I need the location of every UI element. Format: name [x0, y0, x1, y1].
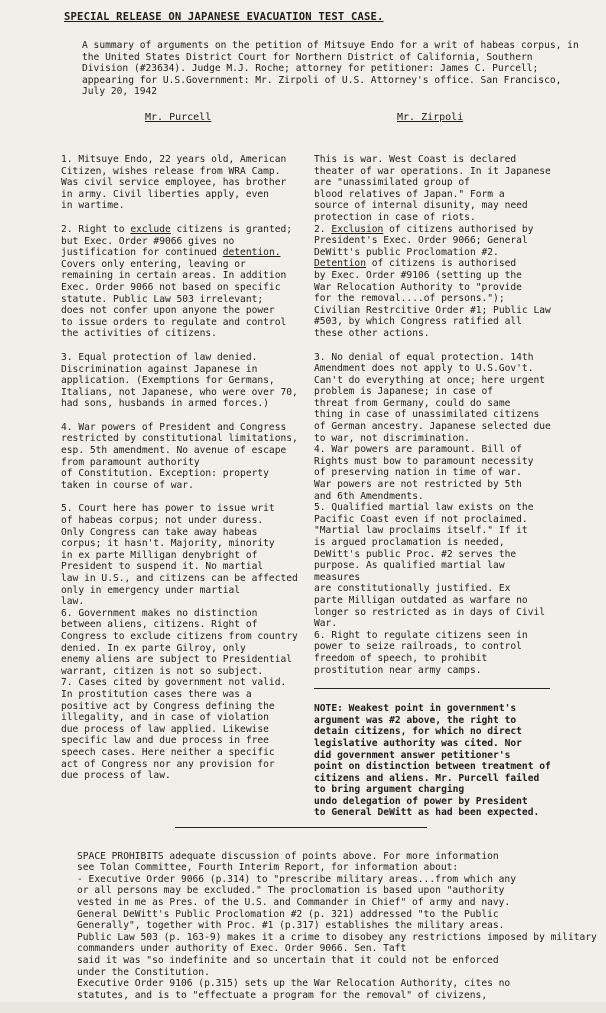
note-divider: [314, 688, 550, 689]
document-title: SPECIAL RELEASE ON JAPANESE EVACUATION TEST CASE.: [64, 11, 384, 23]
summary-paragraph: [82, 40, 582, 98]
purcell-point-2-text-a: 2. Right to: [61, 223, 131, 235]
purcell-point-6: 6. Government makes no distinction between aliens, citizens. Right of Congress to exclude citizens from country denied. In ex parte Gilroy, only enemy aliens are subject to Presidential warrant, citizen is not so subject.: [61, 607, 298, 677]
section-divider: [175, 827, 427, 828]
zirpoli-arguments: [314, 154, 554, 831]
zirpoli-point-1: This is war. West Coast is declared theater of war operations. In it Japanese are "unassimilated group of blood relatives of Japan." Form a source of internal disunity, may need protection in case of riots.: [314, 154, 551, 223]
purcell-arguments: [61, 154, 301, 782]
purcell-exclude-word: exclude: [130, 223, 171, 235]
zirpoli-point-2-text-b: of citizens authorised by President's Exec. Order 9066; General DeWitt's public Proclomation #2.: [314, 223, 534, 258]
summary-text: A summary of arguments on the petition of Mitsuye Endo for a writ of habeas corpus, in the United States District Court for Northern District of California, Southern Division (#23634). Judge M.J. Roche; attorney for petitioner: James C. Purcell; appearing for U.S.Government: Mr. Zirpoli of U.S. Attorney's office. San Francisco, July 20, 1942: [82, 40, 579, 98]
zirpoli-point-2: [314, 224, 554, 340]
zirpoli-point-2-text-a: 2.: [314, 223, 332, 235]
purcell-point-1: 1. Mitsuye Endo, 22 years old, American Citizen, wishes release from WRA Camp. Was civil service employee, has brother in army. Civil liberties apply, even in wartime.: [61, 154, 287, 212]
zirpoli-points-3-4: 3. No denial of equal protection. 14th Amendment does not apply to U.S.Gov't. Can't do everything at once; here urgent problem is Japanese; in case of threat from Germany, could do same thing in case of unassimilated citizens of German ancestry. Japanese selected due to war, not discrimination. 4. War powers are paramount. Bill of Rights must bow to paramount necessity of preserving nation in time of war. War powers are not restricted by 5th and 6th Amendments.: [314, 351, 551, 502]
purcell-detention-word: detention.: [222, 247, 281, 259]
purcell-point-2-text-c: Covers only entering, leaving or remaining in certain areas. In addition Exec. Order 9066 not based on specific statute. Public Law 503 irrelevant; does not confer upon anyone the power to issue orders to regulate and control the activities of citizens.: [61, 258, 287, 340]
zirpoli-exclusion-word: Exclusion: [331, 223, 384, 235]
zirpoli-point-2-text-c: of citizens is authorised by Exec. Order #9106 (setting up the War Relocation Authority to "provide for the removal....of persons."); Civilian Restrcitive Order #1; Public Law #503, by which Congress ratified all these other actions.: [314, 258, 551, 339]
purcell-point-2-text-b: citizens is granted; but Exec. Order #9066 gives no justification for continued: [61, 223, 293, 259]
references-section: [77, 839, 597, 1013]
left-column-heading: Mr. Purcell: [145, 112, 212, 123]
purcell-point-5: 5. Court here has power to issue writ of habeas corpus; not under duress. Only Congress can take away habeas corpus; it hasn't. Majority, minority in ex parte Milligan denybright of President to suspend it. No martial law in U.S., and citizens can be affected only in emergency under martial law.: [61, 503, 298, 608]
purcell-point-2: [61, 224, 301, 340]
purcell-point-3: 3. Equal protection of law denied. Discrimination against Japanese in application. (Exemptions for Germans, Italians, not Japanese, who were over 70, had sons, husbands in armed forces.): [61, 351, 298, 410]
zirpoli-detention-word: Detention: [314, 258, 366, 270]
references-text: SPACE PROHIBITS adequate discussion of points above. For more information see Tolan Committee, Fourth Interim Report, for information about: - Executive Order 9066 (p.314) to "prescribe military areas...from which any or all persons may be excluded." The proclomation is based upon "authority vested in me as Pres. of the U.S. and Commander in Chief" of army and navy. General DeWitt's Public Proclomation #2 (p. 321) addressed "to the Public Generally", together with Proc. #1 (p.317) establishes the military areas. Public Law 503 (p. 163-9) makes it a crime to disobey any restrictions imposed by military commanders under authority of Exec. Order 9066. Sen. Taft said it was "so indefinite and so uncertain that it could not be enforced under the Constitution. Executive Order 9106 (p.315) sets up the War Relocation Authority, cites no statutes, and is to "effectuate a program for the removal" of civizens,: [77, 850, 597, 1001]
purcell-point-4: 4. War powers of President and Congress restricted by constitutional limitations, esp. 5th amendment. No avenue of escape from paramount authority of Constitution. Exception: property taken in course of war.: [61, 421, 298, 491]
zirpoli-points-5-6: 5. Qualified martial law exists on the Pacific Coast even if not proclaimed. "Martial law proclaims itself." If it is argued proclamation is needed, DeWitt's public Proc. #2 serves the purpose. As qualified martial law measures are constitutionally justified. Ex parte Milligan outdated as warfare no longer so restricted as in days of Civil War. 6. Right to regulate citizens seen in power to seize railroads, to control freedom of speech, to prohibit prostitution near army camps.: [314, 502, 546, 676]
purcell-point-7: 7. Cases cited by government not valid. In prostitution cases there was a positive act by Congress defining the illegality, and in case of violation due process of law applied. Likewise specific law and due process in free speech cases. Here neither a specific act of Congress nor any provision for due process of law.: [61, 677, 287, 782]
editor-note: NOTE: Weakest point in government's argument was #2 above, the right to detain citizens, for which no direct legislative authority was cited. Nor did government answer petitioner's point on distinction between treatment of citizens and aliens. Mr. Purcell failed to bring argument charging undo delegation of power by President to General DeWitt as had been expected.: [314, 703, 551, 819]
right-column-heading: Mr. Zirpoli: [397, 112, 464, 123]
